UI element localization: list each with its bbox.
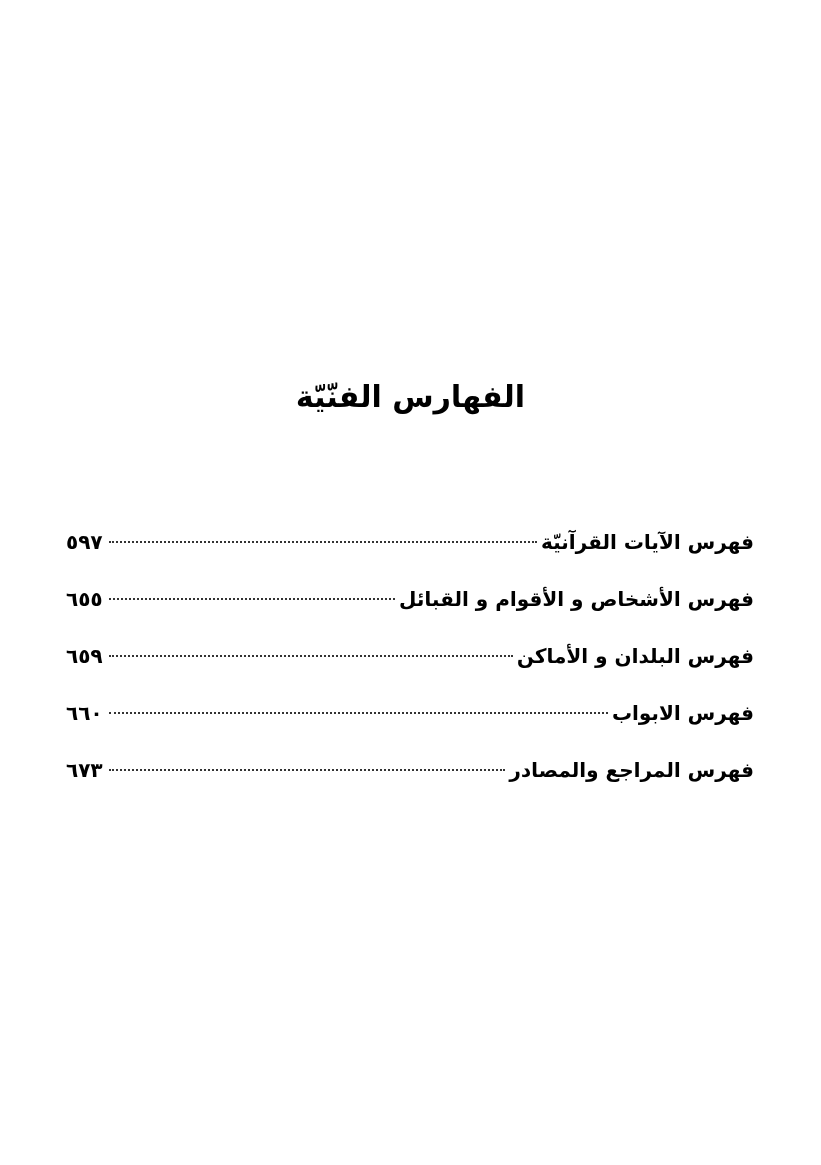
toc-entry-places-index[interactable] [66, 636, 754, 693]
toc-dot-leader [109, 655, 513, 657]
toc-dot-leader [109, 541, 537, 543]
toc-entry-label: فهرس الأشخاص و الأقوام و القبائل [399, 587, 754, 611]
toc-entry-page-number: ٦٥٩ [66, 644, 103, 668]
toc-entry-label: فهرس المراجع والمصادر [509, 758, 754, 782]
toc-entry-chapters-index[interactable] [66, 693, 754, 750]
toc-entry-references-index[interactable] [66, 750, 754, 807]
toc-entry-label: فهرس الآيات القرآنيّة [541, 530, 754, 554]
table-of-contents [66, 522, 754, 807]
toc-dot-leader [109, 712, 608, 714]
toc-entry-page-number: ٥٩٧ [66, 530, 103, 554]
toc-entry-quranic-verses-index[interactable] [66, 522, 754, 579]
toc-entry-page-number: ٦٧٣ [66, 758, 103, 782]
toc-entry-label: فهرس الابواب [611, 701, 754, 725]
toc-dot-leader [109, 598, 395, 600]
page-title: الفهارس الفنّيّة [295, 380, 526, 415]
toc-entry-page-number: ٦٥٥ [66, 587, 103, 611]
toc-entry-label: فهرس البلدان و الأماكن [516, 644, 754, 668]
toc-entry-persons-tribes-index[interactable] [66, 579, 754, 636]
toc-entry-page-number: ٦٦٠ [66, 701, 103, 725]
toc-dot-leader [109, 769, 506, 771]
